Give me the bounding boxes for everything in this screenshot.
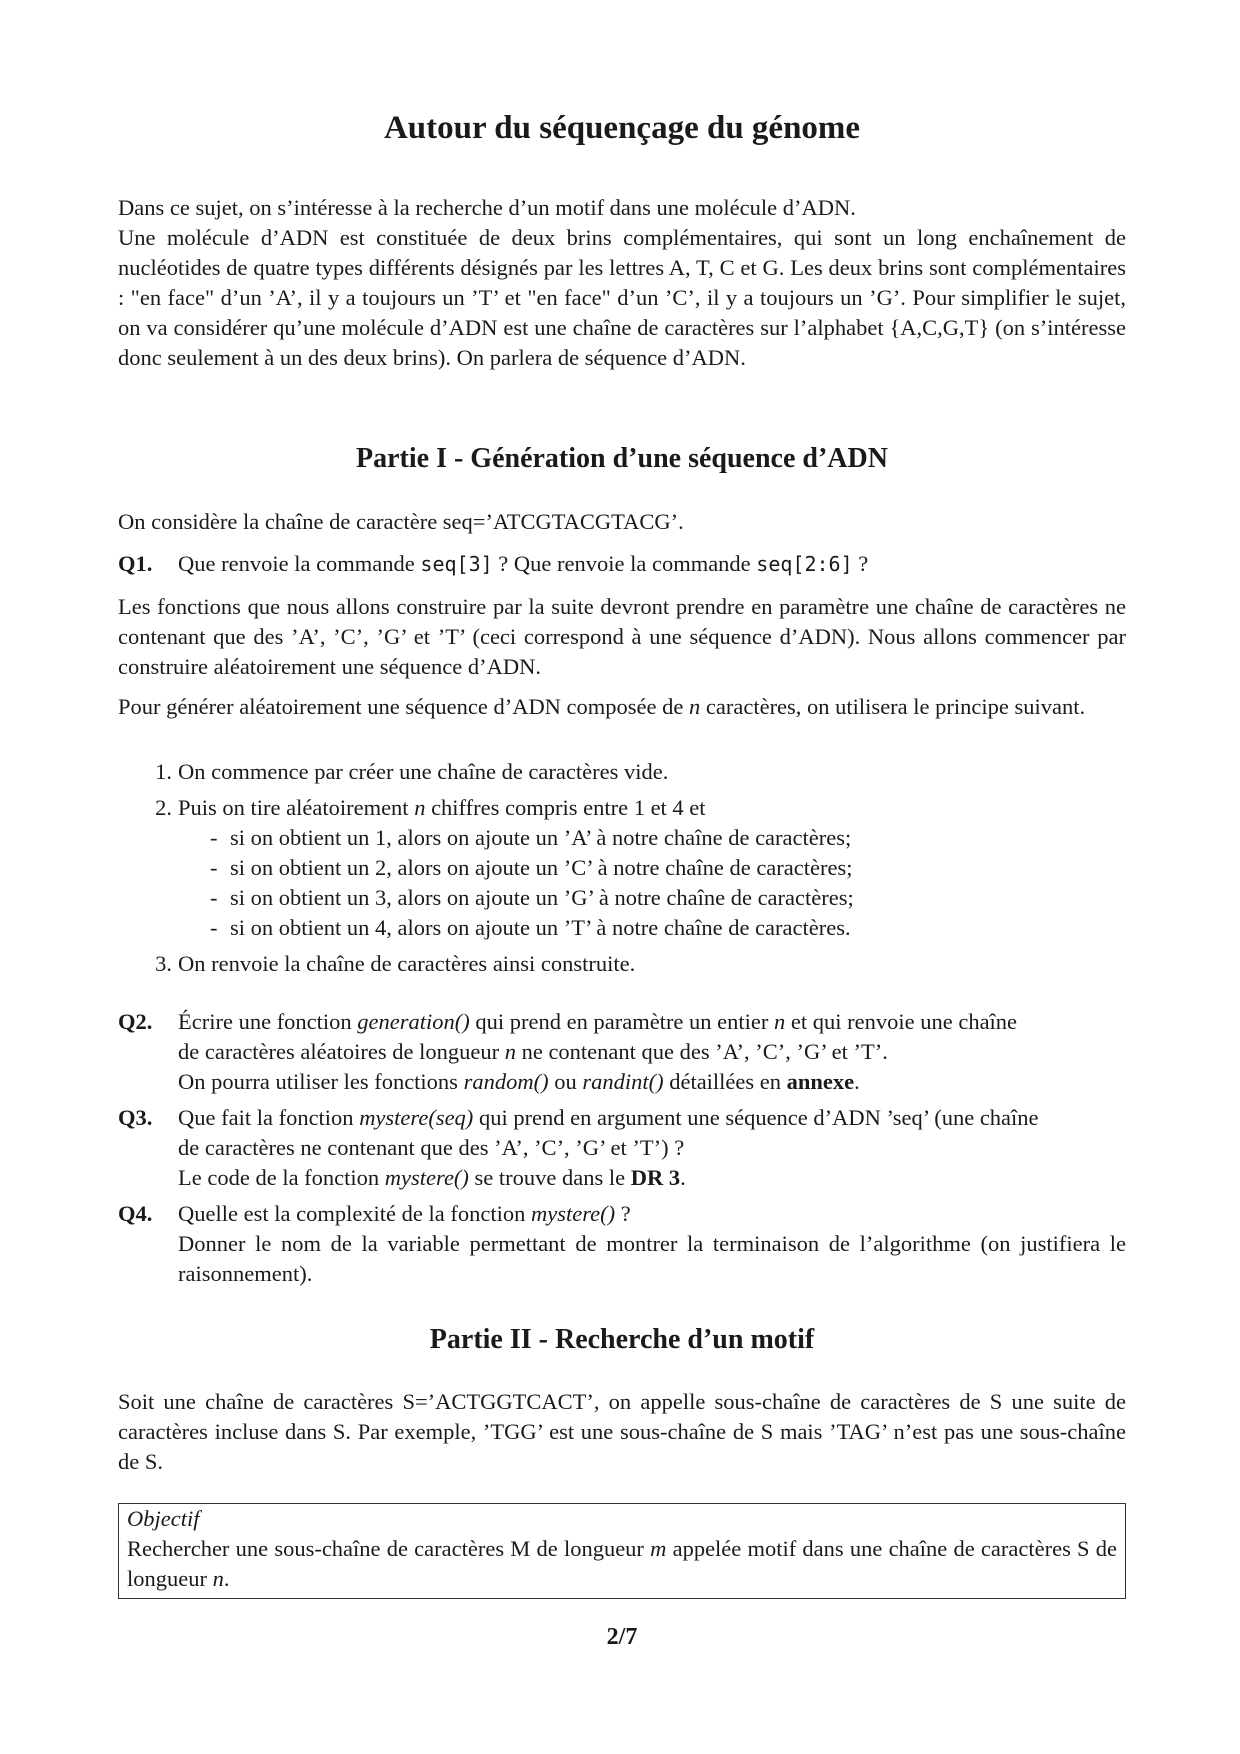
- functions-paragraph: Les fonctions que nous allons construire par la suite devront prendre en paramètre une chaîne de caractères ne contenant que des ’A’, ’C’, ’G’ et ’T’ (ceci correspond à une séquence d’ADN). Nous allons commencer par construire aléatoirement une séquence d’ADN.: [118, 594, 1126, 679]
- intro-paragraph-2: Une molécule d’ADN est constituée de deux brins complémentaires, qui sont un long enchaînement de nucléotides de quatre types différents désignés par les lettres A, T, C et G. Les deux brins sont complémentaires : "en face" d’un ’A’, il y a toujours un ’T’ et "en face" d’un ’C’, il y a toujours un ’G’. Pour simplifier le sujet, on va considérer qu’une molécule d’ADN est une chaîne de caractères sur l’alphabet {A,C,G,T} (on s’intéresse donc seulement à un des deux brins). On parlera de séquence d’ADN.: [118, 225, 1126, 370]
- intro-paragraph-1: Dans ce sujet, on s’intéresse à la recherche d’un motif dans une molécule d’ADN.: [118, 195, 856, 220]
- part1-heading: Partie I - Génération d’une séquence d’ADN: [356, 443, 888, 474]
- case-3: - si on obtient un 3, alors on ajoute un ’G’ à notre chaîne de caractères;: [210, 885, 854, 910]
- code-seq-slice: seq[2:6]: [756, 552, 853, 576]
- dr3-reference: DR 3: [630, 1165, 681, 1190]
- q2-text: Écrire une fonction generation() qui prend en paramètre un entier n et qui renvoie une chaîne de caractères aléatoires de longueur n ne contenant que des ’A’, ’C’, ’G’ et ’T’. On pourra utiliser les fonctions random() ou randint() détaillées en annexe.: [178, 1009, 1018, 1094]
- case-1: - si on obtient un 1, alors on ajoute un ’A’ à notre chaîne de caractères;: [210, 825, 852, 850]
- case-2: - si on obtient un 2, alors on ajoute un ’C’ à notre chaîne de caractères;: [210, 855, 853, 880]
- document-title: Autour du séquençage du génome: [383, 110, 861, 146]
- q2-label: Q2.: [118, 1009, 153, 1034]
- objective-text: Rechercher une sous-chaîne de caractères M de longueur m appelée motif dans une chaîne de caractères S de longueur n.: [127, 1536, 1117, 1591]
- question-q2: [118, 1007, 1126, 1097]
- q3-text: Que fait la fonction mystere(seq) qui prend en argument une séquence d’ADN ’seq’ (une chaîne de caractères ne contenant que des ’A’, ’C’, ’G’ et ’T’) ? Le code de la fonction mystere() se trouve dans le DR 3.: [178, 1105, 1039, 1190]
- code-seq-index: seq[3]: [420, 552, 493, 576]
- generation-steps: [118, 757, 1126, 979]
- step-2-cases: [118, 823, 1126, 943]
- q1-text: Que renvoie la commande seq[3] ? Que renvoie la commande seq[2:6] ?: [178, 551, 869, 576]
- case-4: - si on obtient un 4, alors on ajoute un ’T’ à notre chaîne de caractères.: [210, 915, 851, 940]
- intro-section: [118, 193, 1126, 373]
- q1-label: Q1.: [118, 551, 153, 576]
- substring-paragraph: Soit une chaîne de caractères S=’ACTGGTCACT’, on appelle sous-chaîne de caractères de S une suite de caractères incluse dans S. Par exemple, ’TGG’ est une sous-chaîne de S mais ’TAG’ n’est pas une sous-chaîne de S.: [118, 1389, 1126, 1474]
- question-q4: [118, 1199, 1126, 1289]
- objective-box: [118, 1503, 1126, 1599]
- question-q3: [118, 1103, 1126, 1193]
- annexe-reference: annexe: [786, 1069, 855, 1094]
- generation-paragraph: Pour générer aléatoirement une séquence d’ADN composée de n caractères, on utilisera le principe suivant.: [118, 694, 1086, 719]
- step-3: 3. On renvoie la chaîne de caractères ainsi construite.: [155, 951, 636, 976]
- question-q1: [118, 549, 1126, 579]
- step-2: 2. Puis on tire aléatoirement n chiffres compris entre 1 et 4 et: [155, 795, 706, 820]
- q4-label: Q4.: [118, 1201, 153, 1226]
- q4-text: Quelle est la complexité de la fonction mystere() ? Donner le nom de la variable permettant de montrer la terminaison de l’algorithme (on justifiera le raisonnement).: [178, 1201, 1126, 1286]
- step-1: 1. On commence par créer une chaîne de caractères vide.: [155, 759, 669, 784]
- seq-intro: On considère la chaîne de caractère seq=’ATCGTACGTACG’.: [118, 509, 684, 534]
- part2-heading: Partie II - Recherche d’un motif: [429, 1324, 815, 1355]
- page-number: 2/7: [606, 1624, 638, 1650]
- q3-label: Q3.: [118, 1105, 153, 1130]
- objective-heading: Objectif: [127, 1506, 200, 1531]
